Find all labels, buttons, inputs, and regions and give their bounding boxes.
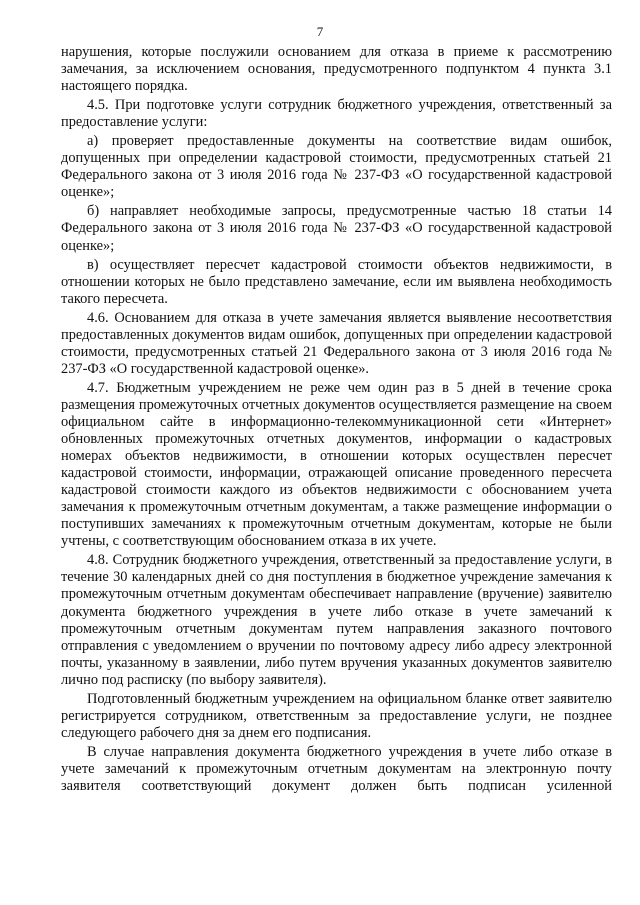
paragraph-4-5-c: в) осуществляет пересчет кадастровой стоимости объектов недвижимости, в отношении которых не было представлено замечание, если им выявлена необходимость такого пересчета.	[61, 256, 612, 307]
page-number: 7	[316, 24, 324, 39]
document-body	[61, 44, 612, 797]
paragraph-4-6: 4.6. Основанием для отказа в учете замечания является выявление несоответствия предоставленных документов видам ошибок, допущенных при определении кадастровой стоимости, предусмотренных статьей 21 Федерального закона от 3 июля 2016 года № 237-ФЗ «О государственной кадастровой оценке».	[61, 309, 612, 377]
paragraph-4-5: 4.5. При подготовке услуги сотрудник бюджетного учреждения, ответственный за предоставление услуги:	[61, 97, 612, 131]
paragraph-response-registration: Подготовленный бюджетным учреждением на официальном бланке ответ заявителю регистрируется сотрудником, ответственным за предоставление услуги, не позднее следующего рабочего дня за днем его подписания.	[61, 690, 612, 741]
paragraph-continuation: нарушения, которые послужили основанием для отказа в приеме к рассмотрению замечания, за исключением основания, предусмотренного подпунктом 4 пункта 3.1 настоящего порядка.	[61, 44, 612, 95]
paragraph-4-8: 4.8. Сотрудник бюджетного учреждения, ответственный за предоставление услуги, в течение 30 календарных дней со дня поступления в бюджетное учреждение замечания к промежуточным отчетным документам обеспечивает направление (вручение) заявителю документа бюджетного учреждения в учете либо отказе в учете замечаний к промежуточным отчетным документам путем направления заказного почтового отправления с уведомлением о вручении по почтовому адресу либо адресу электронной почты, указанному в заявлении, либо путем вручения указанных документов заявителю лично под расписку (по выбору заявителя).	[61, 552, 612, 688]
paragraph-electronic-delivery: В случае направления документа бюджетного учреждения в учете либо отказе в учете замечаний к промежуточным отчетным документам на электронную почту заявителя соответствующий документ должен быть подписан усиленной	[61, 743, 612, 794]
paragraph-4-5-a: а) проверяет предоставленные документы на соответствие видам ошибок, допущенных при определении кадастровой стоимости, предусмотренных статьей 21 Федерального закона от 3 июля 2016 года № 237-ФЗ «О государственной кадастровой оценке»;	[61, 133, 612, 201]
paragraph-4-5-b: б) направляет необходимые запросы, предусмотренные частью 18 статьи 14 Федерального закона от 3 июля 2016 года № 237-ФЗ «О государственной кадастровой оценке»;	[61, 203, 612, 254]
paragraph-4-7: 4.7. Бюджетным учреждением не реже чем один раз в 5 дней в течение срока размещения промежуточных отчетных документов осуществляется размещение на своем официальном сайте в информационно-телекоммуникационной сети «Интернет» обновленных промежуточных отчетных документов, информации о кадастровых номерах объектов недвижимости, в отношении которых осуществлен пересчет кадастровой стоимости, информации, отражающей описание проведенного пересчета кадастровой стоимости каждого из объектов недвижимости с обоснованием учета замечания к промежуточным отчетным документам, а также размещение информации о поступивших замечаниях к промежуточным отчетным документам, которые не были учтены, с соответствующим обоснованием отказа в их учете.	[61, 379, 612, 550]
